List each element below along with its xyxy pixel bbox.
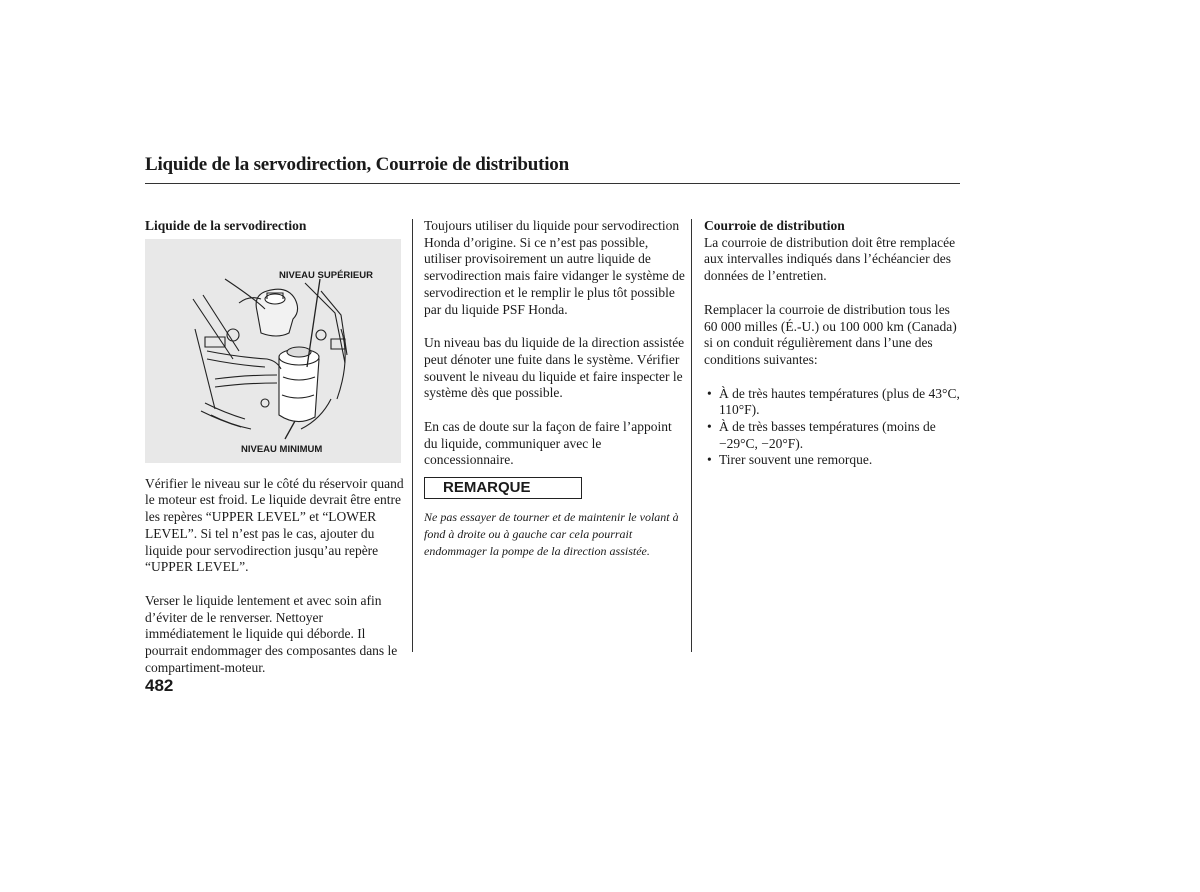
paragraph-belt-interval: La courroie de distribution doit être remplacée aux intervalles indiqués dans l’échéancier des données de l’entretien.	[704, 234, 956, 284]
paragraph-check-level: Vérifier le niveau sur le côté du réservoir quand le moteur est froid. Le liquide devrait être entre les repères “UPPER LEVEL” et “LOWER LEVEL”. Si tel n’est pas le cas, ajouter du liquide pour servodirection jusqu’au repère “UPPER LEVEL”.	[145, 475, 404, 575]
notice-label: REMARQUE	[443, 479, 531, 497]
notice-label-box	[424, 477, 582, 499]
conditions-list	[704, 386, 964, 470]
paragraph-low-level: Un niveau bas du liquide de la direction assistée peut dénoter une fuite dans le système. Vérifier souvent le niveau du liquide et faire inspecter le système dès que possible.	[424, 335, 685, 401]
list-item: • Tirer souvent une remorque.	[704, 452, 964, 469]
title-divider	[145, 183, 960, 184]
paragraph-contact-dealer: En cas de doute sur la façon de faire l’appoint du liquide, communiquer avec le concessionnaire.	[424, 419, 672, 468]
section-heading-power-steering: Liquide de la servodirection	[145, 218, 307, 233]
list-item: • À de très hautes températures (plus de 43°C, 110°F).	[704, 386, 964, 419]
column-right	[704, 218, 964, 469]
column-left	[145, 218, 407, 676]
column-divider-2	[691, 219, 692, 652]
column-divider-1	[412, 219, 413, 652]
label-lower-level: NIVEAU MINIMUM	[241, 443, 323, 455]
reservoir-illustration	[145, 239, 401, 463]
label-upper-level: NIVEAU SUPÉRIEUR	[279, 269, 373, 281]
page-number: 482	[145, 676, 174, 695]
paragraph-belt-conditions: Remplacer la courroie de distribution tous les 60 000 milles (É.-U.) ou 100 000 km (Canada) si on conduit régulièrement dans l’une des conditions suivantes:	[704, 301, 957, 367]
page-title: Liquide de la servodirection, Courroie de distribution	[145, 154, 569, 175]
notice-text: Ne pas essayer de tourner et de maintenir le volant à fond à droite ou à gauche car cela pourrait endommager la pompe de la direction assistée.	[424, 510, 679, 558]
section-heading-timing-belt: Courroie de distribution	[704, 218, 845, 233]
paragraph-genuine-fluid: Toujours utiliser du liquide pour servodirection Honda d’origine. Si ce n’est pas possible, utiliser provisoirement un autre liquide de servodirection mais faire vidanger le système de servodirection et le remplir le plus tôt possible par du liquide PSF Honda.	[424, 218, 685, 317]
list-item: • À de très basses températures (moins de −29°C, −20°F).	[704, 419, 964, 452]
column-middle	[424, 218, 686, 560]
paragraph-pour-slowly: Verser le liquide lentement et avec soin afin d’éviter de le renverser. Nettoyer immédiatement le liquide qui déborde. Il pourrait endommager des composantes dans le compartiment-moteur.	[145, 592, 398, 675]
